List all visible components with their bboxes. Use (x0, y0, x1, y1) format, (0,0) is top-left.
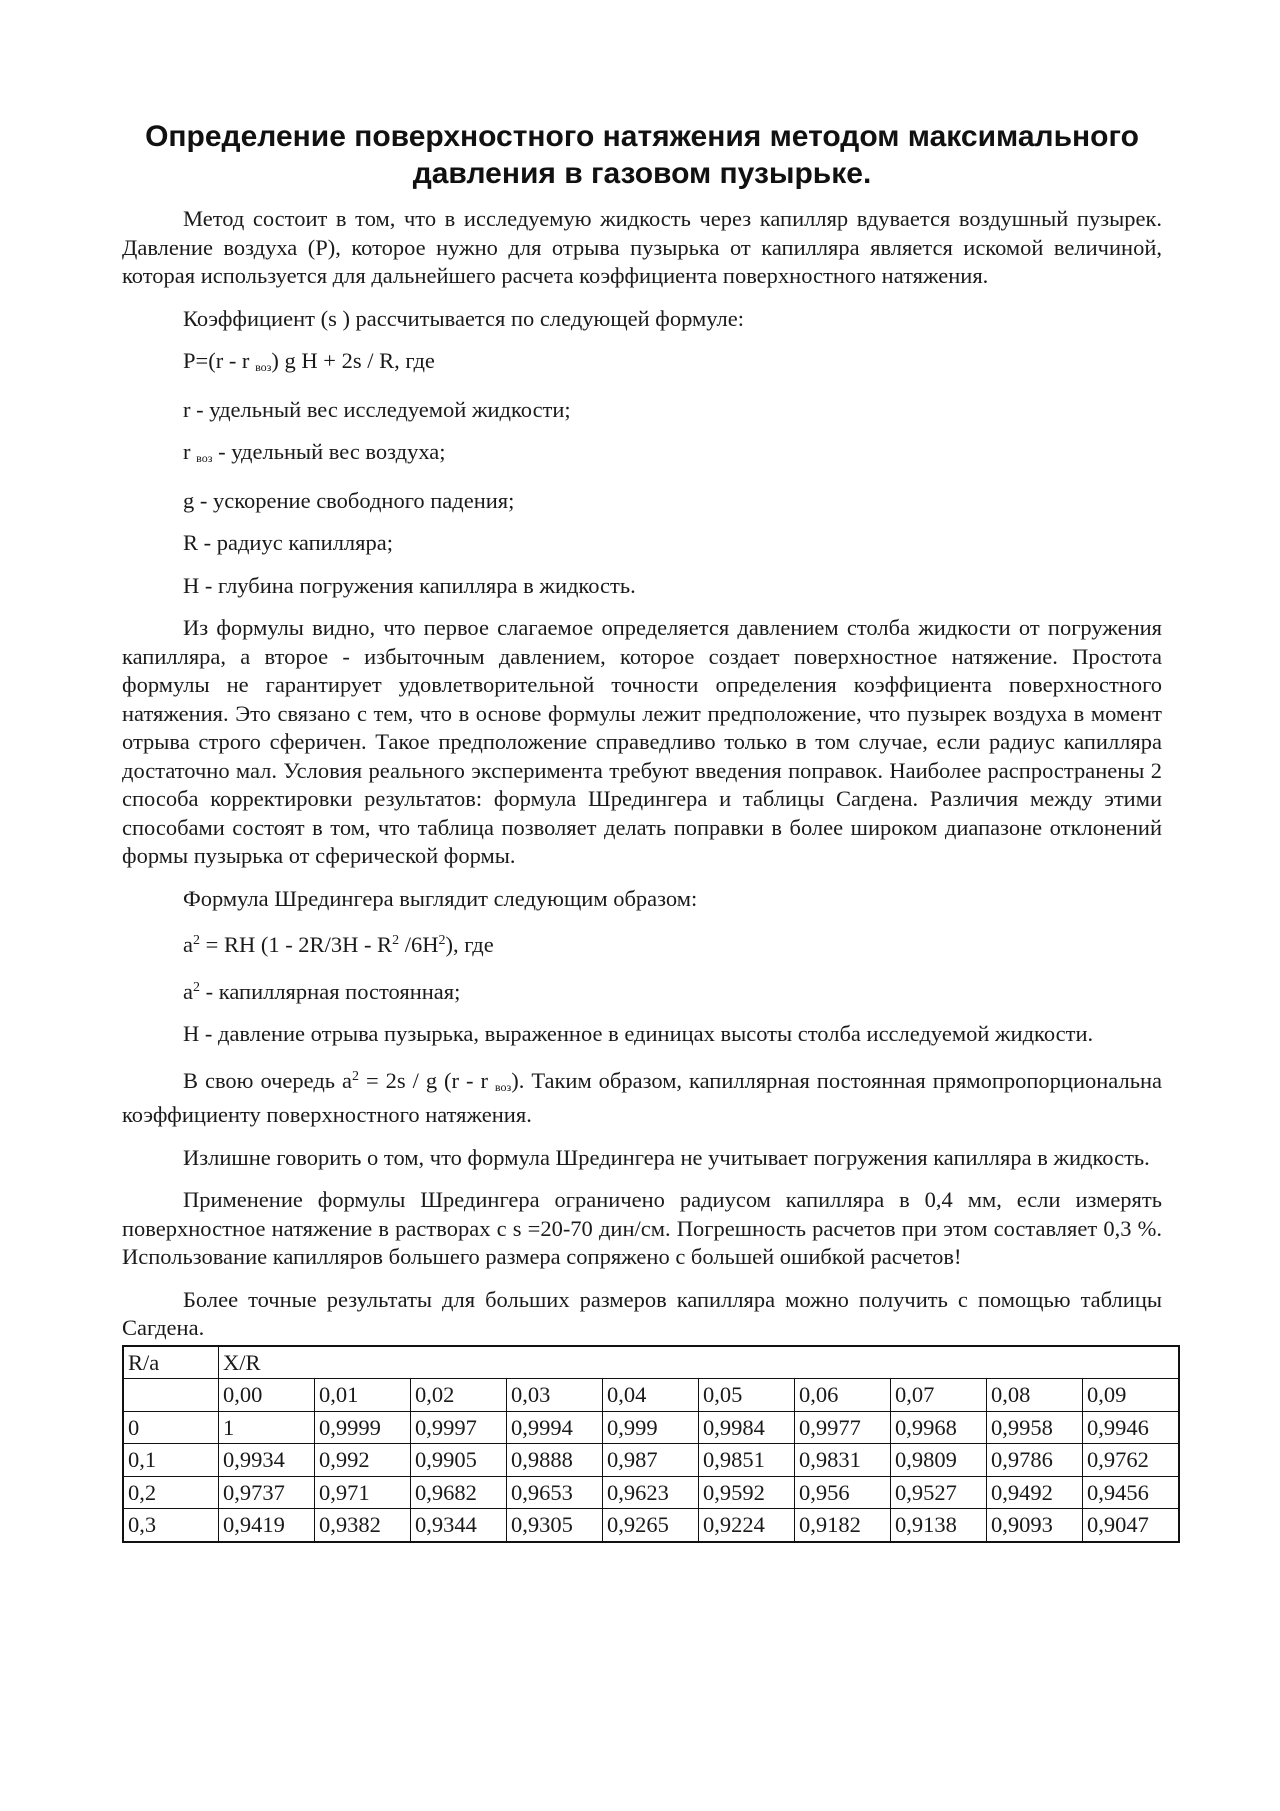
table-cell: 0,9653 (506, 1476, 602, 1509)
table-cell: 0,9047 (1082, 1509, 1179, 1542)
paragraph-coefficient: Коэффициент (s ) рассчитывается по следующей формуле: (183, 305, 745, 331)
paragraph-schrodinger-intro: Формула Шредингера выглядит следующим образом: (183, 885, 698, 911)
table-group-header: X/R (218, 1346, 1179, 1379)
table-column-header: 0,07 (890, 1379, 986, 1412)
table-column-header: 0,02 (410, 1379, 506, 1412)
page-title: Определение поверхностного натяжения методом максимального давления в газовом пузырьке. (145, 120, 1139, 190)
table-header-row (123, 1346, 1179, 1379)
table-column-header: 0,09 (1082, 1379, 1179, 1412)
paragraph-immersion: Излишне говорить о том, что формула Шредингера не учитывает погружения капилляра в жидкость. (183, 1144, 1150, 1170)
table-row (123, 1444, 1179, 1477)
table-row-label: 0,1 (123, 1444, 218, 1477)
table-cell: 0,9419 (218, 1509, 314, 1542)
table-cell: 0,9456 (1082, 1476, 1179, 1509)
table-cell: 0,987 (602, 1444, 698, 1477)
document-page (122, 118, 1162, 1543)
definition-capillary-constant: $a^2$ - капиллярная постоянная; (183, 978, 461, 1004)
table-row-label: 0 (123, 1411, 218, 1444)
table-column-header: 0,08 (986, 1379, 1082, 1412)
table-cell: 1 (218, 1411, 314, 1444)
paragraph-analysis: Из формулы видно, что первое слагаемое определяется давлением столба жидкости от погружения капилляра, а второе - избыточным давлением, которое создает поверхностное натяжение. Простота формулы не гарантирует удовлетворительной точности определения коэффициента поверхностного натяжения. Это связано с тем, что в основе формулы лежит предположение, что пузырек воздуха в момент отрыва строго сферичен. Такое предположение справедливо только в том случае, если радиус капилляра достаточно мал. Условия реального эксперимента требуют введения поправок. Наиболее распространены 2 способа корректировки результатов: формула Шредингера и таблицы Сагдена. Различия между этими способами состоят в том, что таблица позволяет делать поправки в более широком диапазоне отклонений формы пузырька от сферической формы. (122, 615, 1162, 868)
table-cell: 0,9958 (986, 1411, 1082, 1444)
paragraph-proportional: В свою очередь $a^2 = 2s / g$ (r - r $_{воз}$). Таким образом, капиллярная постоянная прямопропорциональна коэффициенту поверхностного натяжения. (122, 1067, 1162, 1127)
table-cell: 0,9093 (986, 1509, 1082, 1542)
paragraph-limitations: Применение формулы Шредингера ограничено радиусом капилляра в 0,4 мм, если измерять поверхностное натяжение в растворах с s =20-70 дин/см. Погрешность расчетов при этом составляет 0,3 %. Использование капилляров большего размера сопряжено с большей ошибкой расчетов! (122, 1187, 1162, 1269)
definition-r-air: r $_{воз}$ - удельный вес воздуха; (183, 439, 446, 465)
table-cell: 0,9623 (602, 1476, 698, 1509)
table-column-header: 0,01 (314, 1379, 410, 1412)
table-row-label: 0,3 (123, 1509, 218, 1542)
table-column-header: 0,04 (602, 1379, 698, 1412)
table-row (123, 1476, 1179, 1509)
table-column-header: 0,03 (506, 1379, 602, 1412)
table-cell: 0,9997 (410, 1411, 506, 1444)
table-cell: 0,9762 (1082, 1444, 1179, 1477)
table-cell: 0,971 (314, 1476, 410, 1509)
table-cell: 0,9182 (794, 1509, 890, 1542)
table-column-header: 0,05 (698, 1379, 794, 1412)
table-cell: 0,9977 (794, 1411, 890, 1444)
definition-r: r - удельный вес исследуемой жидкости; (183, 396, 571, 422)
table-cell: 0,9934 (218, 1444, 314, 1477)
definition-radius: R - радиус капилляра; (183, 530, 393, 555)
definition-g: g - ускорение свободного падения; (183, 487, 515, 513)
table-row (123, 1411, 1179, 1444)
formula-schrodinger: $a^2$ = RH ($1 - 2R/3H - R^2$ $/6H^2$), где (183, 932, 494, 957)
paragraph-h-definition: H - давление отрыва пузырька, выраженное в единицах высоты столба исследуемой жидкости. (183, 1021, 1094, 1046)
table-cell: 0,9786 (986, 1444, 1082, 1477)
table-cell: 0,9994 (506, 1411, 602, 1444)
table-cell: 0,9737 (218, 1476, 314, 1509)
paragraph-sugden-intro: Более точные результаты для больших размеров капилляра можно получить с помощью таблицы Сагдена. (122, 1286, 1162, 1340)
table-cell: 0,9305 (506, 1509, 602, 1542)
table-cell: 0,999 (602, 1411, 698, 1444)
table-cell (123, 1379, 218, 1412)
formula-pressure: P=(r - r $_{воз}$) g H + 2s / R, где (183, 348, 435, 374)
table-cell: 0,9527 (890, 1476, 986, 1509)
paragraph-method: Метод состоит в том, что в исследуемую жидкость через капилляр вдувается воздушный пузырек. Давление воздуха (Р), которое нужно для отрыва пузырька от капилляра является искомой величиной, которая используется для дальнейшего расчета коэффициента поверхностного натяжения. (122, 206, 1162, 288)
table-column-header: 0,06 (794, 1379, 890, 1412)
definition-depth: H - глубина погружения капилляра в жидкость. (183, 572, 636, 598)
table-column-header: 0,00 (218, 1379, 314, 1412)
table-row-label: 0,2 (123, 1476, 218, 1509)
table-cell: 0,9968 (890, 1411, 986, 1444)
table-cell: 0,9999 (314, 1411, 410, 1444)
table-cell: 0,992 (314, 1444, 410, 1477)
table-cell: 0,956 (794, 1476, 890, 1509)
table-cell: 0,9831 (794, 1444, 890, 1477)
table-cell: 0,9492 (986, 1476, 1082, 1509)
table-cell: 0,9984 (698, 1411, 794, 1444)
table-cell: 0,9138 (890, 1509, 986, 1542)
table-cell: 0,9265 (602, 1509, 698, 1542)
table-cell: 0,9888 (506, 1444, 602, 1477)
sugden-table (122, 1345, 1180, 1543)
table-column-row (123, 1379, 1179, 1412)
table-cell: 0,9946 (1082, 1411, 1179, 1444)
table-cell: 0,9592 (698, 1476, 794, 1509)
table-row (123, 1509, 1179, 1542)
table-cell: 0,9382 (314, 1509, 410, 1542)
table-cell: 0,9344 (410, 1509, 506, 1542)
table-cell: 0,9682 (410, 1476, 506, 1509)
table-cell: 0,9224 (698, 1509, 794, 1542)
table-cell: 0,9905 (410, 1444, 506, 1477)
table-cell: 0,9851 (698, 1444, 794, 1477)
table-cell: 0,9809 (890, 1444, 986, 1477)
table-corner-cell: R/a (123, 1346, 218, 1379)
